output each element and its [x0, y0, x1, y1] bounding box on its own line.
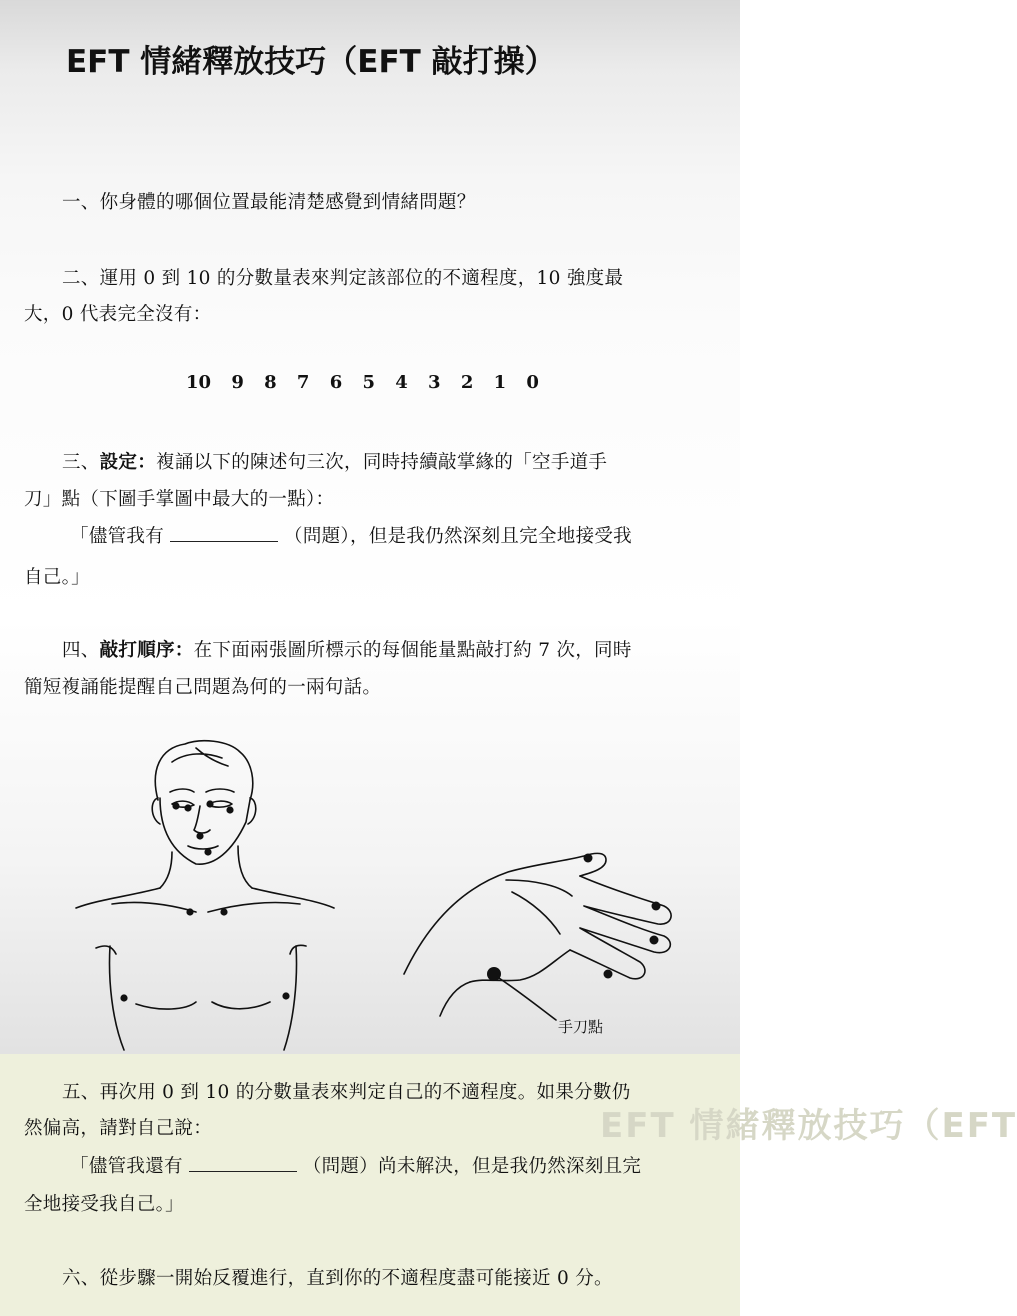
left-shoulder [76, 888, 160, 908]
fingers [570, 876, 671, 979]
step-1-text: 一、你身體的哪個位置最能清楚感覺到情緒問題？ [62, 192, 476, 213]
wrist [440, 982, 470, 1016]
side-of-eye-point [184, 804, 191, 811]
arm-lines [96, 945, 306, 954]
bleed-through-text: EFT 情緒釋放技巧（EFT [600, 1106, 1017, 1146]
step-4-number: 四、 [62, 640, 100, 661]
step-5-line-4: 全地接受我自己。」 [24, 1194, 184, 1215]
collarbone-point-left [186, 908, 193, 915]
under-arm-point-left [120, 994, 127, 1001]
pectoral-left [136, 1002, 196, 1009]
step-5-statement [70, 1152, 641, 1178]
thumb [506, 880, 572, 934]
eyes [172, 801, 232, 807]
chest-lines [110, 946, 297, 1050]
palm-outline [404, 853, 606, 974]
problem-blank-2 [189, 1154, 297, 1172]
left-ear [152, 798, 160, 824]
hair-strands [172, 748, 228, 766]
step-6-text: 六、從步驟一開始反覆進行，直到你的不適程度盡可能接近 0 分。 [62, 1268, 613, 1289]
step-4-line-2: 簡短複誦能提醒自己問題為何的一兩句話。 [24, 677, 382, 698]
eyebrow-point-left [172, 802, 179, 809]
little-finger-point [604, 970, 613, 979]
middle-finger-point [650, 936, 659, 945]
thumb-point [584, 854, 593, 863]
karate-chop-caption: 手刀點 [558, 1018, 604, 1036]
step-2-line-1: 二、運用 0 到 10 的分數量表來判定該部位的不適程度，10 強度最 [62, 268, 624, 289]
step-3-number: 三、 [62, 452, 100, 473]
step-5-line-1: 五、再次用 0 到 10 的分數量表來判定自己的不適程度。如果分數仍 [62, 1082, 631, 1103]
collarbones [112, 902, 300, 912]
step-3-line-1-rest: 複誦以下的陳述句三次，同時持續敲掌緣的「空手道手 [156, 452, 608, 473]
eyebrow-point-right [206, 800, 213, 807]
step-5-line-2: 然偏高，請對自己說： [24, 1118, 213, 1139]
step-3-line-2: 刀」點（下圖手掌圖中最大的一點）： [24, 489, 335, 510]
step-3-heading: 設定： [99, 452, 157, 473]
chin-point [204, 848, 211, 855]
statement-2-end: （問題）尚未解決，但是我仍然深刻且完 [302, 1156, 642, 1177]
hand-edge [470, 950, 570, 982]
discomfort-scale: 10 9 8 7 6 5 4 3 2 1 0 [186, 372, 539, 393]
pointer-line [496, 976, 556, 1020]
statement-start: 「儘管我有 [70, 526, 165, 547]
under-eye-point [226, 806, 233, 813]
step-2-line-2: 大，0 代表完全沒有： [24, 304, 212, 325]
right-shoulder [252, 888, 334, 908]
karate-chop-point [487, 967, 501, 981]
hair-outline [155, 741, 252, 800]
page-title: EFT 情緒釋放技巧（EFT 敲打操） [66, 44, 556, 80]
statement-2-start: 「儘管我還有 [70, 1156, 183, 1177]
statement-end: （問題），但是我仍然深刻且完全地接受我 [284, 526, 632, 547]
index-finger-point [652, 902, 661, 911]
under-nose-point [196, 832, 203, 839]
step-4-line-1-rest: 在下面兩張圖所標示的每個能量點敲打約 7 次，同時 [193, 640, 632, 661]
eyebrows [170, 789, 234, 792]
step-3-line-4: 自己。」 [24, 567, 90, 588]
collarbone-point-right [220, 908, 227, 915]
under-arm-point-right [282, 992, 289, 999]
mouth [188, 846, 218, 849]
step-4-heading: 敲打順序： [99, 640, 194, 661]
nose [194, 806, 210, 833]
pectoral-right [212, 1002, 270, 1009]
